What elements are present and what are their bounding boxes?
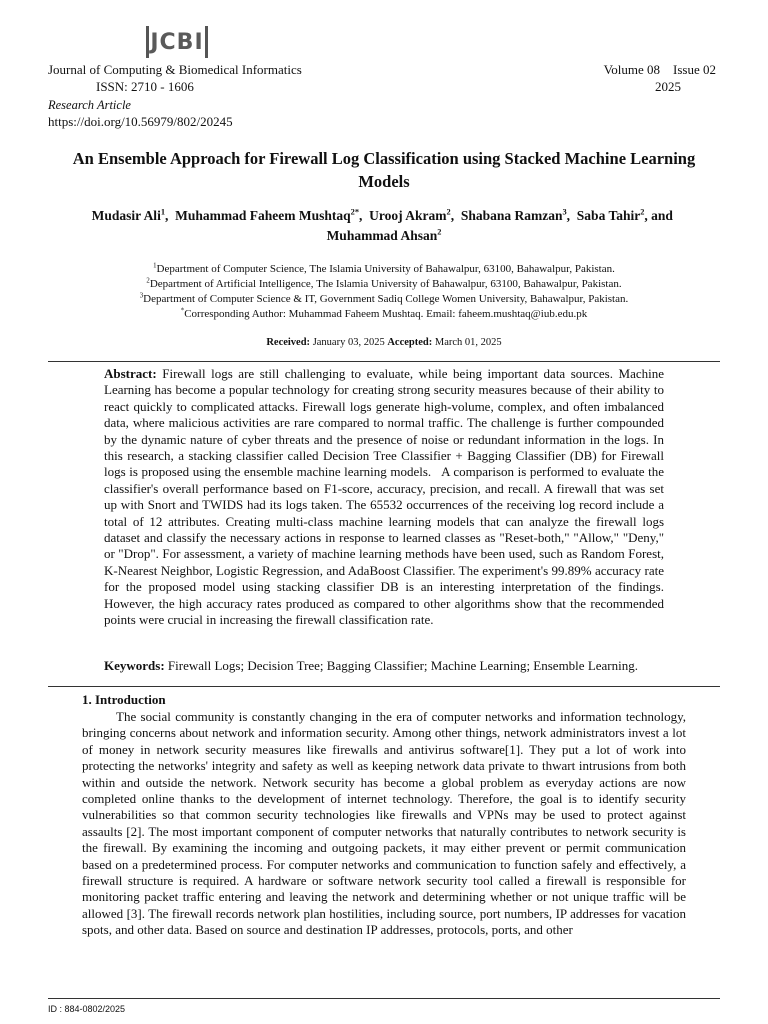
affiliation-mark: 1 (153, 262, 157, 270)
introduction-paragraph: The social community is constantly changing in the era of computer networks and information technology, bringing concerns about network and information security. Among other things, network administrators invest a lot of money in network security measures like firewalls and antivirus software[1]. They put a lot of work into protecting the networks' integrity and safety as well as keeping network data private to thwart intrusions from both within and outside the network. Network security has become a global problem as everyday actions are now completed online thanks to the development of internet technology. Therefore, the goal is to identify security vulnerabilities so that common security technologies like firewalls and VPNs may be used to protect against assaults [2]. The most important component of computer networks that naturally contributes to network security is the firewall. By examining the incoming and outgoing packets, it may either prevent or permit communication based on a predetermined process. For computer networks and communication to function safely and effectively, a firewall structure is required. A hardware or software network security tool called a firewall is responsible for monitoring packet traffic entering and leaving the network and determining whether or not unique traffic will be allowed [3]. The firewall records network plan hostilities, including source, port numbers, IP addresses for vacation spots, and other data. Based on source and destination IP addresses, protocols, ports, and other (82, 709, 686, 938)
affiliation-line (48, 277, 720, 292)
accepted-label: Accepted: (387, 337, 433, 348)
author-affil-mark: 1 (160, 207, 166, 217)
author-name: Mudasir Ali (91, 208, 161, 223)
affiliation-text: Department of Computer Science & IT, Government Sadiq College Women University, Bahawalpur, Pakistan. (143, 293, 629, 305)
author-name: Urooj Akram (369, 208, 447, 223)
author-affil-mark: 3 (562, 207, 567, 217)
abstract-label: Abstract: (104, 366, 157, 381)
author-separator: , and (644, 208, 677, 223)
author-separator: , (566, 208, 574, 223)
author-affil-mark: 2 (437, 227, 442, 237)
issn: ISSN: 2710 - 1606 (96, 79, 194, 94)
author-separator: , (165, 208, 172, 223)
article-type: Research Article (48, 98, 131, 112)
affiliation-line (48, 262, 720, 277)
footer-id: ID : 884-0802/2025 (48, 1004, 126, 1014)
corresponding-author-text: Corresponding Author: Muhammad Faheem Mushtaq. Email: faheem.mushtaq@iub.edu.pk (184, 308, 588, 320)
author-affil-mark: 2 (640, 207, 645, 217)
author-name: Muhammad Ahsan (326, 228, 438, 243)
received-date: January 03, 2025 (312, 337, 385, 348)
affiliation-text: Department of Computer Science, The Islamia University of Bahawalpur, 63100, Bahawalpur, Pakistan. (156, 263, 615, 275)
affiliation-line (48, 292, 720, 307)
affiliation-mark: * (180, 307, 185, 315)
footer-divider (48, 998, 720, 999)
journal-logo (146, 26, 208, 58)
author-name: Shabana Ramzan (460, 208, 563, 223)
affiliation-mark: 2 (146, 277, 150, 285)
divider (48, 361, 720, 362)
accepted-date: March 01, 2025 (434, 337, 502, 348)
received-label: Received: (266, 337, 311, 348)
author-affil-mark: 2 (446, 207, 451, 217)
corresponding-author-line (48, 307, 720, 322)
affiliation-list (48, 262, 720, 322)
section-heading: 1. Introduction (82, 692, 166, 707)
journal-logo-text: JCBI (150, 29, 204, 55)
author-name: Muhammad Faheem Mushtaq (175, 208, 351, 223)
abstract (104, 366, 668, 629)
article-dates (48, 337, 720, 348)
keywords-text: Firewall Logs; Decision Tree; Bagging Classifier; Machine Learning; Ensemble Learning. (167, 658, 638, 673)
author-separator: , (359, 208, 366, 223)
abstract-text: Firewall logs are still challenging to evaluate, while being important data sources. Machine Learning has become a popular technology for creating strong security measures because of their ability to react quickly to complicated attacks. Firewall logs generate high-volume, complex, and often imbalanced data, where malicious activities are rare compared to normal traffic. The challenge is further compounded by the dynamic nature of cyber threats and the presence of noise or redundant information in the logs. In this research, a stacking classifier called Decision Tree Classifier + Bagging Classifier (DB) for Firewall logs is proposed using the ensemble machine learning models. A comparison is performed to evaluate the classifier's overall performance based on F1-score, accuracy, precision, and recall. A firewall that was set up with Snort and TWIDS had its logs taken. The 65532 occurrences of the receiving log record include a total of 12 attributes. Creating multi-class machine learning models that can analyze the firewall logs dataset and classify the necessary actions in response to learned classes as "Reset-both," "Allow," "Deny," or "Drop". For assessment, a variety of machine learning methods have been used, such as Random Forest, K-Nearest Neighbor, Logistic Regression, and AdaBoost Classifier. The experiment's 99.89% accuracy rate for the proposed model using stacking classifier DB is an interesting interpretation of the findings. However, the high accuracy rates produced as compared to other algorithms show that the recommended points were crucial in increasing the firewall classification rate. (104, 366, 668, 628)
paper-title: An Ensemble Approach for Firewall Log Classification using Stacked Machine Learning Models (72, 149, 696, 191)
journal-name: Journal of Computing & Biomedical Informatics (48, 62, 302, 77)
author-name: Saba Tahir (576, 208, 641, 223)
affiliation-text: Department of Artificial Intelligence, The Islamia University of Bahawalpur, 63100, Bahawalpur, Pakistan. (149, 278, 622, 290)
keywords-label: Keywords: (104, 658, 165, 673)
author-list (56, 206, 712, 246)
volume-issue: Volume 08 Issue 02 (603, 62, 716, 77)
divider (48, 686, 720, 687)
publication-year: 2025 (655, 79, 681, 94)
author-separator: , (450, 208, 458, 223)
affiliation-mark: 3 (139, 292, 144, 300)
doi-link[interactable]: https://doi.org/10.56979/802/20245 (48, 114, 233, 129)
author-affil-mark: 2* (350, 207, 360, 217)
keywords (104, 658, 684, 674)
